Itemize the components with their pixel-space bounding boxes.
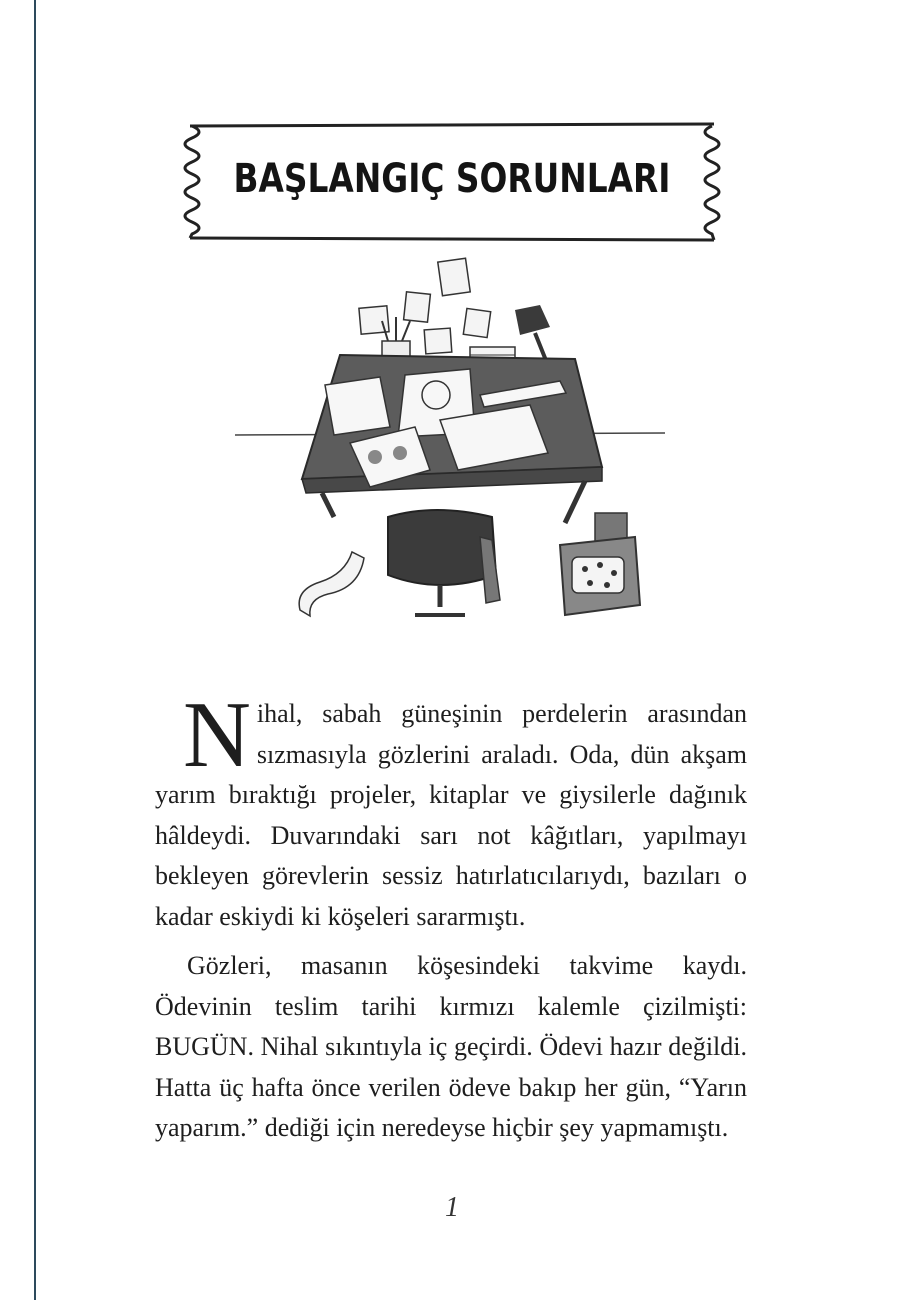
sticky-notes [359,258,491,354]
chapter-body-text [155,683,747,1149]
backpack-icon [560,513,640,615]
desk-chair-icon [388,510,500,615]
messy-desk-illustration [230,255,670,645]
chapter-title-banner [182,118,722,246]
page-number: 1 [445,1192,459,1223]
dropcap-letter: N [183,683,251,787]
paragraph-2: Gözleri, masanın köşesindeki takvime kaydı. Ödevinin teslim tarihi kırmızı kalemle çizilmişti: BUGÜN. Nihal sıkıntıyla iç geçirdi. Ödevi hazır değildi. Hatta üç hafta önce verilen ödeve bakıp her gün, “Yarın yaparım.” dediği için neredeyse hiçbir şey yapmamıştı. [155,951,747,1142]
paragraph-1 [155,683,747,937]
book-spine-line [34,0,36,1300]
chapter-title: BAŞLANGIÇ SORUNLARI [233,156,671,202]
paragraph-1-text: ihal, sabah güneşinin perdelerin arasından sızmasıyla gözlerini araladı. Oda, dün akşam yarım bıraktığı projeler, kitaplar ve giysilerle dağınık hâldeydi. Duvarındaki sarı not kâğıtları, yapılmayı bekleyen görevlerin sessiz hatırlatıcılarıydı, bazıları o kadar eskiydi ki köşeleri sararmıştı. [155,699,747,931]
sock-icon [299,552,364,616]
